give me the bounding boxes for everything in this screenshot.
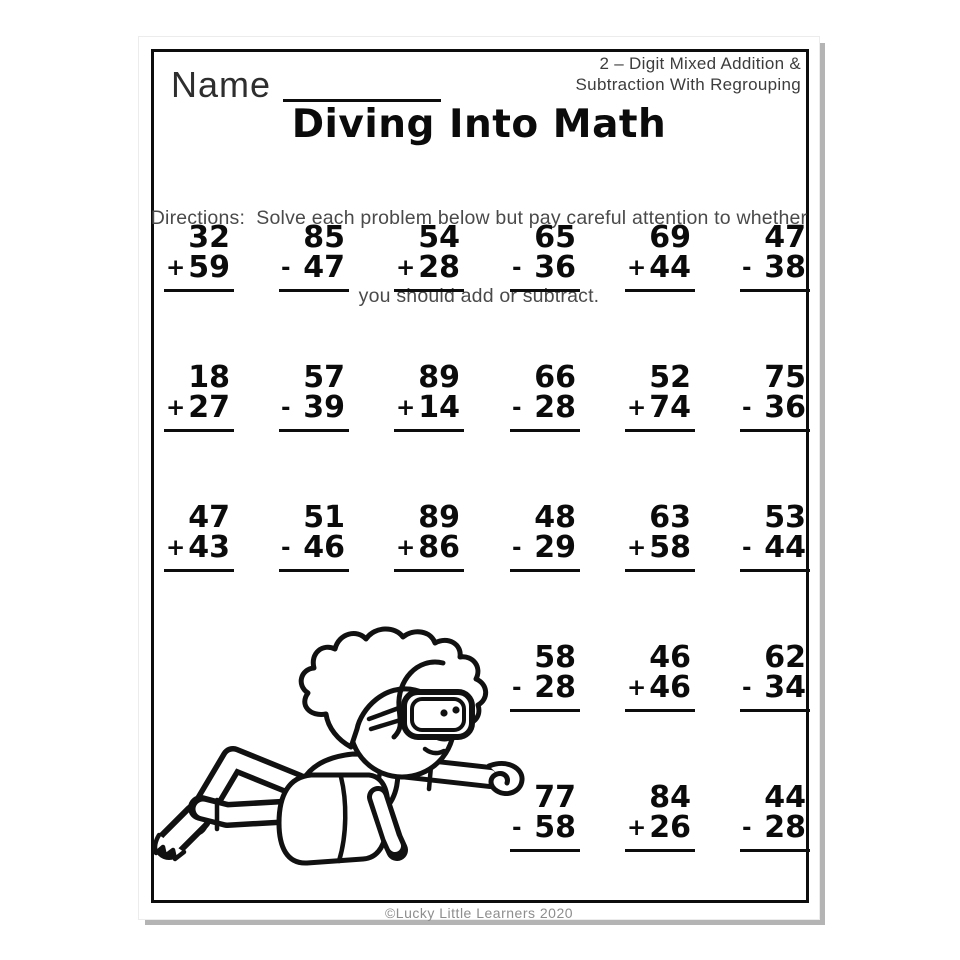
math-problem[interactable] bbox=[625, 640, 695, 712]
problem-operator: + bbox=[627, 815, 647, 841]
topic-line-1: 2 – Digit Mixed Addition & bbox=[599, 54, 801, 73]
math-problem[interactable] bbox=[740, 500, 810, 572]
math-problem[interactable] bbox=[625, 500, 695, 572]
math-problem[interactable] bbox=[625, 220, 695, 292]
problem-top-number: 51 bbox=[303, 500, 345, 535]
problem-operator: + bbox=[627, 255, 647, 281]
problem-bottom-number: 28 bbox=[534, 670, 576, 705]
name-row bbox=[171, 65, 441, 105]
math-problem[interactable] bbox=[510, 220, 580, 292]
problem-operator: + bbox=[166, 395, 186, 421]
problem-top-number: 85 bbox=[303, 220, 345, 255]
problem-bottom-number: 38 bbox=[764, 250, 806, 285]
math-problem[interactable] bbox=[164, 220, 234, 292]
problem-top-number: 54 bbox=[418, 220, 460, 255]
problem-top-number: 65 bbox=[534, 220, 576, 255]
math-problem[interactable] bbox=[279, 500, 349, 572]
math-problem[interactable] bbox=[164, 360, 234, 432]
problem-top-number: 69 bbox=[649, 220, 691, 255]
problem-operator: + bbox=[627, 395, 647, 421]
problem-bottom-number: 34 bbox=[764, 670, 806, 705]
worksheet-topic bbox=[576, 53, 801, 95]
problem-operator: + bbox=[166, 535, 186, 561]
problem-operator: + bbox=[627, 675, 647, 701]
math-problem[interactable] bbox=[164, 500, 234, 572]
problem-bottom-number: 46 bbox=[303, 530, 345, 565]
problem-top-number: 66 bbox=[534, 360, 576, 395]
problem-bottom-number: 28 bbox=[764, 810, 806, 845]
problem-bottom-number: 59 bbox=[188, 250, 230, 285]
problem-bottom-number: 46 bbox=[649, 670, 691, 705]
problem-operator: - bbox=[512, 535, 522, 561]
directions-line-2: you should add or subtract. bbox=[358, 285, 600, 307]
problem-top-number: 52 bbox=[649, 360, 691, 395]
problem-top-number: 77 bbox=[534, 780, 576, 815]
problem-bottom-number: 14 bbox=[418, 390, 460, 425]
problem-operator: - bbox=[742, 815, 752, 841]
problem-top-number: 47 bbox=[764, 220, 806, 255]
problem-operator: + bbox=[627, 535, 647, 561]
problem-bottom-number: 74 bbox=[649, 390, 691, 425]
math-problem[interactable] bbox=[510, 360, 580, 432]
problem-bottom-number: 26 bbox=[649, 810, 691, 845]
problem-bottom-number: 86 bbox=[418, 530, 460, 565]
problem-operator: - bbox=[512, 675, 522, 701]
problem-top-number: 84 bbox=[649, 780, 691, 815]
problem-top-number: 47 bbox=[188, 500, 230, 535]
math-problem[interactable] bbox=[740, 360, 810, 432]
math-problem[interactable] bbox=[394, 500, 464, 572]
math-problem[interactable] bbox=[625, 780, 695, 852]
problem-operator: - bbox=[742, 535, 752, 561]
problem-bottom-number: 39 bbox=[303, 390, 345, 425]
problem-top-number: 75 bbox=[764, 360, 806, 395]
problem-top-number: 48 bbox=[534, 500, 576, 535]
problem-bottom-number: 43 bbox=[188, 530, 230, 565]
problem-bottom-number: 28 bbox=[534, 390, 576, 425]
problem-operator: - bbox=[742, 255, 752, 281]
directions-line-1: Directions: Solve each problem below but pay careful attention to whether bbox=[150, 207, 808, 229]
math-problem[interactable] bbox=[510, 500, 580, 572]
problem-top-number: 89 bbox=[418, 500, 460, 535]
problem-bottom-number: 58 bbox=[534, 810, 576, 845]
problem-top-number: 62 bbox=[764, 640, 806, 675]
problem-operator: - bbox=[281, 395, 291, 421]
name-blank-line[interactable] bbox=[283, 65, 441, 102]
problem-bottom-number: 29 bbox=[534, 530, 576, 565]
problem-top-number: 18 bbox=[188, 360, 230, 395]
name-label: Name bbox=[171, 64, 272, 105]
problem-operator: - bbox=[512, 395, 522, 421]
math-problem[interactable] bbox=[279, 360, 349, 432]
problem-bottom-number: 36 bbox=[764, 390, 806, 425]
worksheet-page bbox=[138, 36, 820, 920]
problem-operator: - bbox=[281, 535, 291, 561]
problem-operator: + bbox=[396, 255, 416, 281]
scuba-diver-illustration bbox=[145, 625, 543, 897]
math-problem[interactable] bbox=[279, 220, 349, 292]
footer-credit: ©Lucky Little Learners 2020 bbox=[384, 905, 574, 921]
problem-top-number: 57 bbox=[303, 360, 345, 395]
problem-top-number: 63 bbox=[649, 500, 691, 535]
problem-operator: - bbox=[512, 255, 522, 281]
problem-operator: + bbox=[166, 255, 186, 281]
page-title: Diving Into Math bbox=[291, 102, 667, 147]
problem-bottom-number: 44 bbox=[649, 250, 691, 285]
directions bbox=[139, 153, 819, 361]
math-problem[interactable] bbox=[394, 220, 464, 292]
problem-operator: + bbox=[396, 395, 416, 421]
problem-operator: - bbox=[742, 395, 752, 421]
problem-top-number: 89 bbox=[418, 360, 460, 395]
problem-top-number: 32 bbox=[188, 220, 230, 255]
problem-operator: - bbox=[281, 255, 291, 281]
problem-bottom-number: 58 bbox=[649, 530, 691, 565]
problem-top-number: 53 bbox=[764, 500, 806, 535]
problem-top-number: 58 bbox=[534, 640, 576, 675]
problem-bottom-number: 36 bbox=[534, 250, 576, 285]
problem-operator: - bbox=[512, 815, 522, 841]
problem-top-number: 44 bbox=[764, 780, 806, 815]
math-problem[interactable] bbox=[740, 220, 810, 292]
math-problem[interactable] bbox=[625, 360, 695, 432]
problem-top-number: 46 bbox=[649, 640, 691, 675]
problem-bottom-number: 44 bbox=[764, 530, 806, 565]
problem-operator: - bbox=[742, 675, 752, 701]
problem-bottom-number: 27 bbox=[188, 390, 230, 425]
problem-operator: + bbox=[396, 535, 416, 561]
topic-line-2: Subtraction With Regrouping bbox=[575, 75, 801, 94]
problem-bottom-number: 28 bbox=[418, 250, 460, 285]
problem-bottom-number: 47 bbox=[303, 250, 345, 285]
math-problem[interactable] bbox=[394, 360, 464, 432]
math-problem[interactable] bbox=[740, 640, 810, 712]
math-problem[interactable] bbox=[740, 780, 810, 852]
